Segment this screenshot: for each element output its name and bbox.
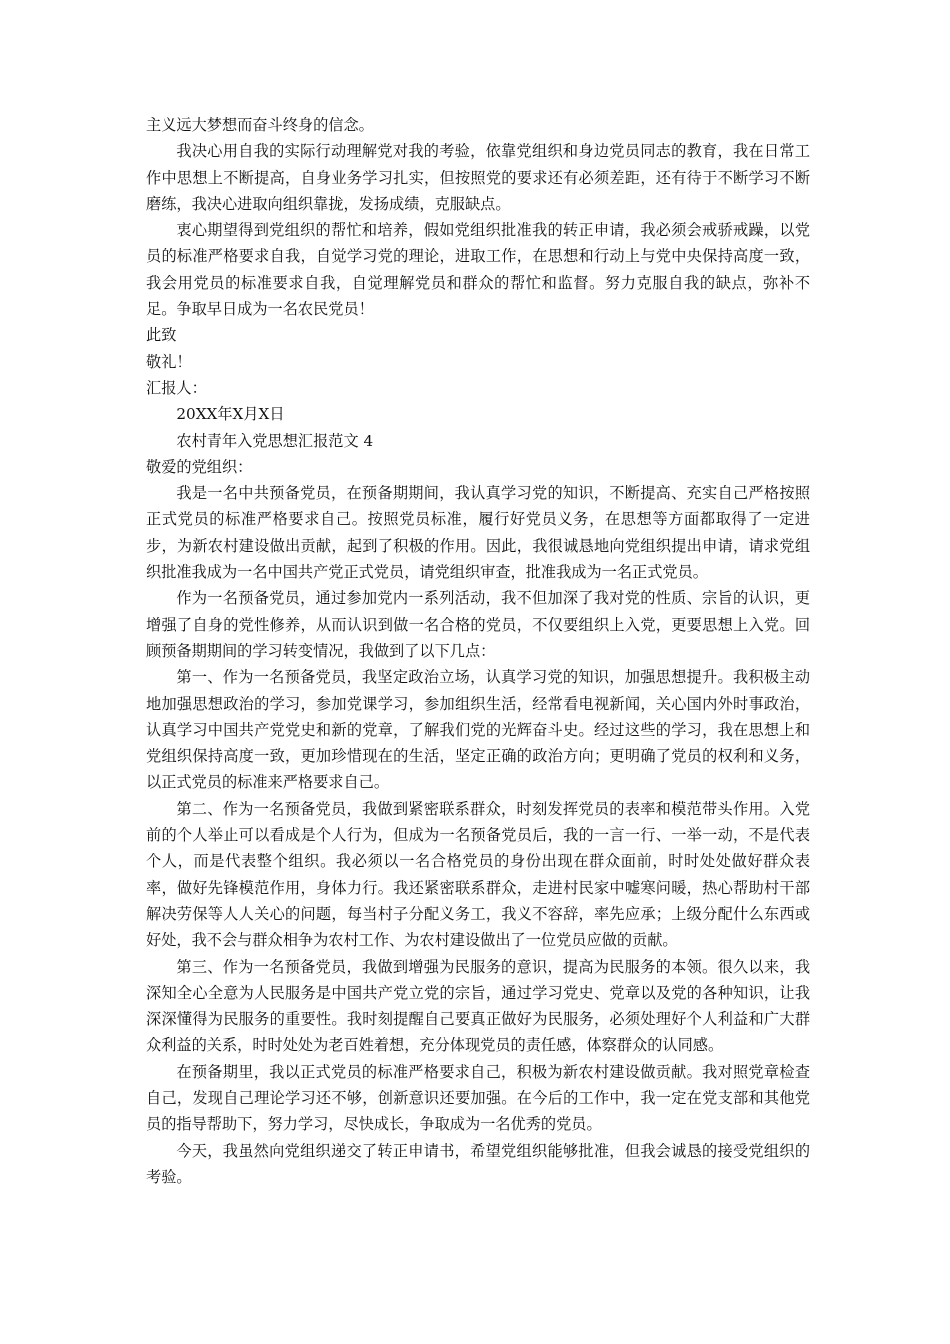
section-title: 农村青年入党思想汇报范文 4: [176, 431, 374, 450]
closing-salutation: 此致: [146, 326, 177, 345]
paragraph-determination: 我决心用自我的实际行动理解党对我的考验，依靠党组织和身边党员同志的教育，我在日常工作中思想上不断提高，自身业务学习扎实，但按照党的要求还有必须差距，还有待于不断学习不断磨练，我决心进取向组织靠拢，发扬成绩，克服缺点。: [146, 142, 810, 213]
paragraph-conclusion: 今天，我虽然向党组织递交了转正申请书，希望党组织能够批准，但我会诚恳的接受党组织的考验。: [146, 1141, 810, 1186]
paragraph-point-two: 第二、作为一名预备党员，我做到紧密联系群众，时刻发挥党员的表率和模范带头作用。入党前的个人举止可以看成是个人行为，但成为一名预备党员后，我的一言一行、一举一动，不是代表个人，而是代表整个组织。我必须以一名合格党员的身份出现在群众面前，时时处处做好群众表率，做好先锋模范作用，身体力行。我还紧密联系群众，走进村民家中嘘寒问暖，热心帮助村干部解决劳保等人人关心的问题，每当村子分配义务工，我义不容辞，率先应承；上级分配什么东西或好处，我不会与群众相争为农村工作、为农村建设做出了一位党员应做的贡献。: [146, 799, 810, 950]
paragraph-introduction: 我是一名中共预备党员，在预备期期间，我认真学习党的知识，不断提高、充实自己严格按照正式党员的标准严格要求自己。按照党员标准，履行好党员义务，在思想等方面都取得了一定进步，为新农村建设做出贡献，起到了积极的作用。因此，我很诚恳地向党组织提出申请，请求党组织批准我成为一名中国共产党正式党员，请党组织审查，批准我成为一名正式党员。: [146, 484, 810, 582]
paragraph-point-three: 第三、作为一名预备党员，我做到增强为民服务的意识，提高为民服务的本领。很久以来，我深知全心全意为人民服务是中国共产党立党的宗旨，通过学习党史、党章以及党的各种知识，让我深深懂得为民服务的重要性。我时刻提醒自己要真正做好为民服务，必须处理好个人利益和广大群众利益的关系，时时处处为老百姓着想，充分体现党员的责任感，体察群众的认同感。: [146, 957, 810, 1055]
reporter-line: 汇报人：: [146, 378, 207, 397]
paragraph-belief-closing: 主义远大梦想而奋斗终身的信念。: [146, 116, 374, 134]
paragraph-hope: 衷心期望得到党组织的帮忙和培养，假如党组织批准我的转正申请，我必须会戒骄戒躁，以党员的标准严格要求自我，自觉学习党的理论，进取工作，在思想和行动上与党中央保持高度一致，我会用党员的标准要求自我，自觉理解党员和群众的帮忙和监督。努力克服自我的缺点，弥补不足。争取早日成为一名农民党员！: [146, 221, 810, 319]
date-line: 20XX年X月X日: [176, 405, 285, 424]
paragraph-point-one: 第一、作为一名预备党员，我坚定政治立场，认真学习党的知识，加强思想提升。我积极主动地加强思想政治的学习，参加党课学习，参加组织生活，经常看电视新闻，关心国内外时事政治，认真学习中国共产党党史和新的党章，了解我们党的光辉奋斗史。经过这些的学习，我在思想上和党组织保持高度一致，更加珍惜现在的生活，坚定正确的政治方向；更明确了党员的权利和义务，以正式党员的标准来严格要求自己。: [146, 668, 810, 792]
document-body: [146, 112, 810, 1190]
greeting: 敬爱的党组织：: [146, 457, 253, 476]
paragraph-self-review: 在预备期里，我以正式党员的标准严格要求自己，积极为新农村建设做贡献。我对照党章检查自己，发现自己理论学习还不够，创新意识还要加强。在今后的工作中，我一定在党支部和其他党员的指导帮助下，努力学习，尽快成长，争取成为一名优秀的党员。: [146, 1062, 810, 1134]
paragraph-reflection: 作为一名预备党员，通过参加党内一系列活动，我不但加深了我对党的性质、宗旨的认识，更增强了自身的党性修养，从而认识到做一名合格的党员，不仅要组织上入党，更要思想上入党。回顾预备期期间的学习转变情况，我做到了以下几点：: [146, 589, 810, 660]
closing-respect: 敬礼！: [146, 352, 192, 371]
